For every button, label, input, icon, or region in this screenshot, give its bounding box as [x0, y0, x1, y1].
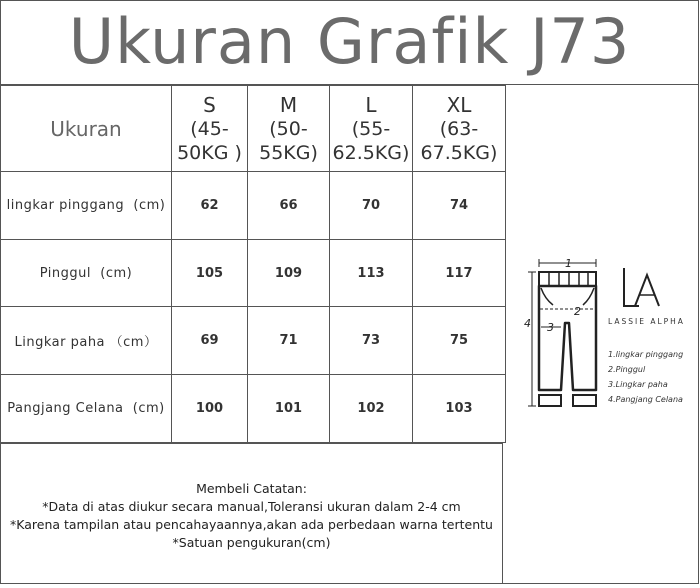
- legend-item: 2.Pinggul: [608, 365, 646, 374]
- dimension-label-1: 1: [565, 257, 572, 270]
- value-cell: 101: [248, 375, 330, 443]
- header-label: Ukuran: [50, 116, 122, 141]
- value-cell: 70: [330, 172, 413, 240]
- size-name: S: [203, 92, 216, 117]
- size-header-s: [172, 86, 248, 172]
- notes-line: *Karena tampilan atau pencahayaannya,akan ada perbedaan warna tertentu: [10, 517, 493, 532]
- value-cell: 71: [248, 307, 330, 375]
- value-cell: 62: [172, 172, 248, 240]
- value-cell: 103: [413, 375, 506, 443]
- size-name: M: [279, 92, 298, 117]
- value-cell: 117: [413, 240, 506, 307]
- value-cell: 73: [330, 307, 413, 375]
- table-row: [1, 375, 506, 443]
- size-header-xl: [413, 86, 506, 172]
- size-range: 50KG ): [177, 141, 242, 164]
- pants-diagram-panel: [503, 85, 699, 584]
- value-cell: 105: [172, 240, 248, 307]
- dimension-label-4: 4: [524, 317, 531, 330]
- left-cuff: [539, 395, 561, 406]
- value-cell: 74: [413, 172, 506, 240]
- row-label: Pangjang Celana (cm): [1, 375, 172, 443]
- page-title: Ukuran Grafik J73: [0, 0, 699, 85]
- dimension-label-2: 2: [574, 305, 581, 318]
- size-name: L: [365, 92, 377, 117]
- brand-name: LASSIE ALPHA: [608, 317, 685, 326]
- diagram-legend: [608, 347, 683, 407]
- value-cell: 102: [330, 375, 413, 443]
- right-cuff: [573, 395, 596, 406]
- notes-line: *Data di atas diukur secara manual,Toleransi ukuran dalam 2-4 cm: [42, 499, 461, 514]
- legend-item: 1.lingkar pinggang: [608, 350, 684, 359]
- size-range: 55KG): [259, 141, 318, 164]
- value-cell: 100: [172, 375, 248, 443]
- size-range: (50-: [269, 117, 308, 140]
- pants-outline: [539, 286, 596, 390]
- size-name: XL: [446, 92, 472, 117]
- value-cell: 109: [248, 240, 330, 307]
- brand-logo: [624, 268, 659, 306]
- size-range: 67.5KG): [420, 141, 498, 164]
- pants-diagram: [503, 85, 699, 584]
- size-range: (45-: [190, 117, 229, 140]
- row-label: lingkar pinggang (cm): [1, 172, 172, 240]
- table-row: [1, 240, 506, 307]
- dimension-label-3: 3: [547, 321, 554, 334]
- size-range: 62.5KG): [332, 141, 410, 164]
- row-label: Lingkar paha （cm）: [1, 307, 172, 375]
- size-range: (55-: [351, 117, 391, 140]
- header-cell: [1, 86, 172, 172]
- table-row: [1, 172, 506, 240]
- value-cell: 75: [413, 307, 506, 375]
- value-cell: 113: [330, 240, 413, 307]
- table-row: [1, 307, 506, 375]
- value-cell: 66: [248, 172, 330, 240]
- legend-item: 4.Pangjang Celana: [608, 395, 683, 404]
- size-range: (63-: [439, 117, 479, 140]
- notes-heading: Membeli Catatan:: [196, 481, 307, 496]
- size-header-l: [330, 86, 413, 172]
- value-cell: 69: [172, 307, 248, 375]
- size-header-m: [248, 86, 330, 172]
- row-label: Pinggul (cm): [1, 240, 172, 307]
- legend-item: 3.Lingkar paha: [608, 380, 668, 389]
- size-table: [0, 85, 506, 443]
- notes-line: *Satuan pengukuran(cm): [172, 535, 331, 550]
- table-header-row: [1, 86, 506, 172]
- notes-section: [0, 443, 503, 584]
